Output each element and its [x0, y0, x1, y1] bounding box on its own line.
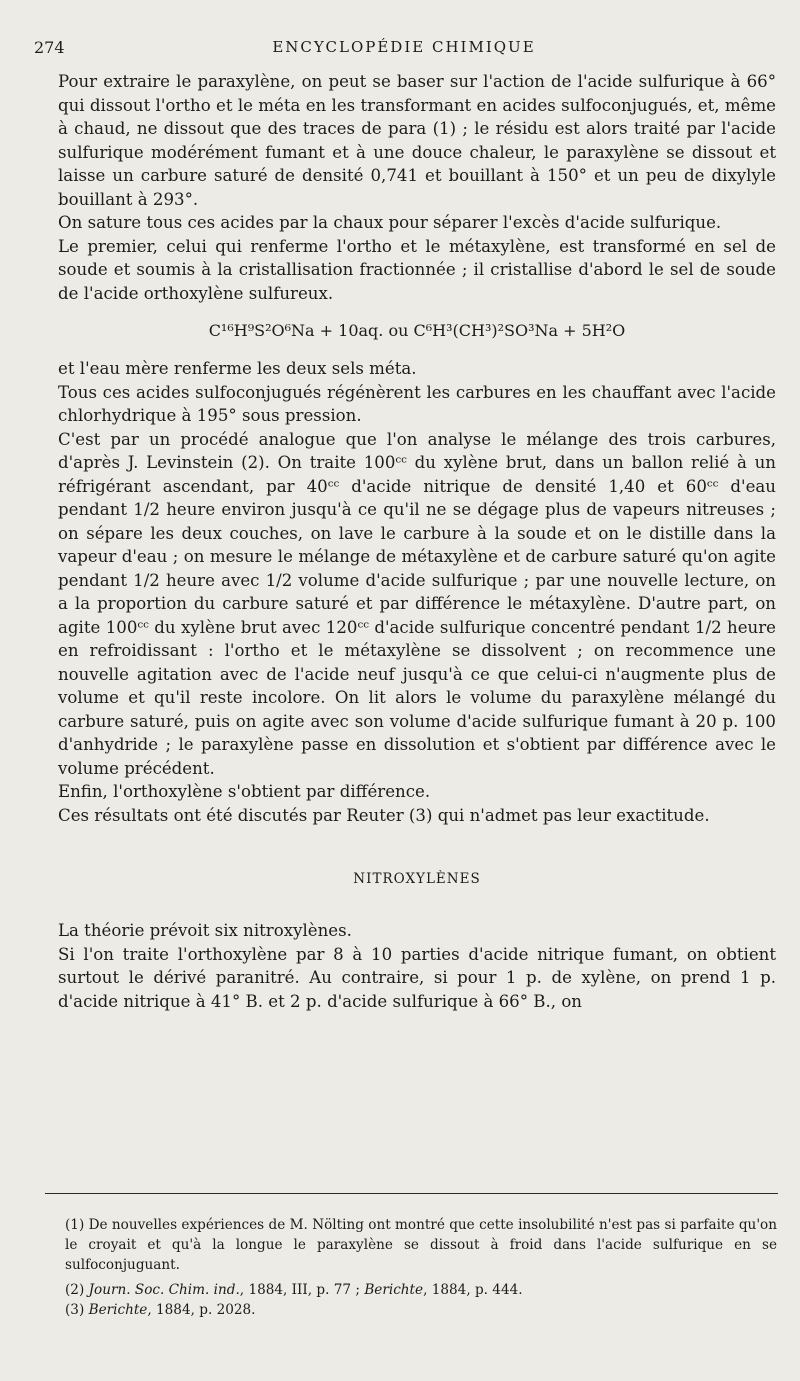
paragraph: On sature tous ces acides par la chaux pour séparer l'excès d'acide sulfurique.	[58, 213, 722, 232]
paragraph: La théorie prévoit six nitroxylènes.	[58, 921, 352, 940]
footnote-1: (1) De nouvelles expériences de M. Nölting ont montré que cette insolubilité n'est pas si parfaite qu'on le croyait et qu'à la longue le paraxylène se dissout à froid dans l'acide sulfurique en se sulfoconjuguant.	[65, 1217, 777, 1273]
footnote-2	[65, 1280, 777, 1300]
running-title: ENCYCLOPÉDIE CHIMIQUE	[272, 38, 536, 56]
citation-text: , 1884, III, p. 77 ;	[239, 1282, 360, 1298]
paragraph: Le premier, celui qui renferme l'ortho et le métaxylène, est transformé en sel de soude et soumis à la cristallisation fractionnée ; il cristallise d'abord le sel de soude de l'acide orthoxylène sulfureux.	[58, 236, 776, 303]
journal-title: Berichte	[364, 1282, 424, 1298]
paragraph: Enfin, l'orthoxylène s'obtient par différence.	[58, 782, 431, 801]
chemical-formula: C¹⁶H⁹S²O⁶Na + 10aq. ou C⁶H³(CH³)²SO³Na + 5H²O	[208, 321, 626, 340]
paragraph: C'est par un procédé analogue que l'on analyse le mélange des trois carbures, d'après J. Levinstein (2). On traite 100ᶜᶜ du xylène brut, dans un ballon relié à un réfrigérant ascendant, par 40ᶜᶜ d'acide nitrique de densité 1,40 et 60ᶜᶜ d'eau pendant 1/2 heure environ jusqu'à ce qu'il ne se dégage plus de vapeurs nitreuses ; on sépare les deux couches, on lave le carbure à la soude et on le distille dans la vapeur d'eau ; on mesure le mélange de métaxylène et de carbure saturé qu'on agite pendant 1/2 heure avec 1/2 volume d'acide sulfurique ; par une nouvelle lecture, on a la proportion du carbure saturé et par différence le métaxylène. D'autre part, on agite 100ᶜᶜ du xylène brut avec 120ᶜᶜ d'acide sulfurique concentré pendant 1/2 heure en refroidissant : l'ortho et le métaxylène se dissolvent ; on recommence une nouvelle agitation avec de l'acide neuf jusqu'à ce que celui-ci n'augmente plus de volume et qu'il reste incolore. On lit alors le volume du paraxylène mélangé du carbure saturé, puis on agite avec son volume d'acide sulfurique fumant à 20 p. 100 d'anhydride ; le paraxylène passe en dissolution et s'obtient par différence avec le volume précédent.	[58, 429, 776, 778]
footnote-number: (2)	[65, 1282, 85, 1298]
footnote-number: (3)	[65, 1302, 85, 1318]
page-header	[34, 30, 774, 60]
paragraph: et l'eau mère renferme les deux sels méta.	[58, 359, 417, 378]
main-text	[58, 70, 776, 1013]
section-heading: NITROXYLÈNES	[353, 871, 481, 887]
citation-text: , 1884, p. 444.	[423, 1282, 523, 1298]
page-number: 274	[34, 38, 65, 57]
journal-title: Berichte	[88, 1302, 148, 1318]
paragraph: Tous ces acides sulfoconjugués régénèrent les carbures en les chauffant avec l'acide chlorhydrique à 195° sous pression.	[58, 382, 776, 425]
footnotes	[65, 1215, 777, 1320]
paragraph: Si l'on traite l'orthoxylène par 8 à 10 parties d'acide nitrique fumant, on obtient surtout le dérivé paranitré. Au contraire, si pour 1 p. de xylène, on prend 1 p. d'acide nitrique à 41° B. et 2 p. d'acide sulfurique à 66° B., on	[58, 944, 776, 1011]
footnote-3	[65, 1300, 777, 1320]
footnote-divider	[45, 1193, 778, 1194]
paragraph: Ces résultats ont été discutés par Reuter (3) qui n'admet pas leur exactitude.	[58, 805, 710, 825]
citation-text: , 1884, p. 2028.	[147, 1302, 256, 1318]
paragraph: Pour extraire le paraxylène, on peut se baser sur l'action de l'acide sulfurique à 66° qui dissout l'ortho et le méta en les transformant en acides sulfoconjugués, et, même à chaud, ne dissout que des traces de para (1) ; le résidu est alors traité par l'acide sulfurique modérément fumant et à une douce chaleur, le paraxylène se dissout et laisse un carbure saturé de densité 0,741 et bouillant à 150° et un peu de dixylyle bouillant à 293°.	[58, 72, 776, 209]
journal-title: Journ. Soc. Chim. ind.	[88, 1282, 240, 1298]
